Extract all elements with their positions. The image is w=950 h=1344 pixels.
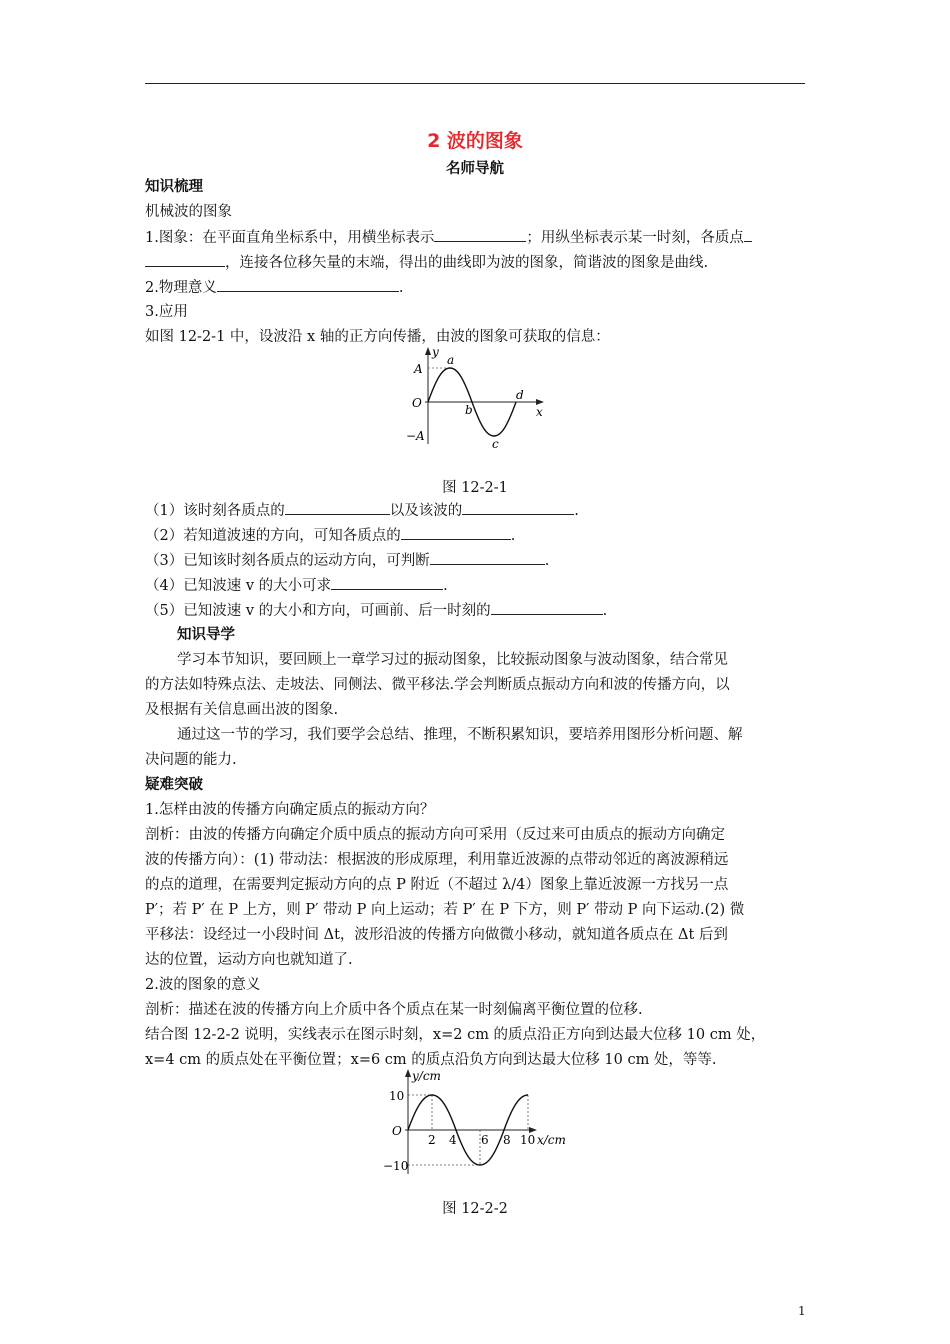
y-tick-neg10: −10 (383, 1159, 409, 1173)
point-b-label: b (465, 403, 473, 417)
y-tick-10: 10 (389, 1089, 405, 1103)
point-a-label: a (447, 353, 455, 367)
guide-line: 决问题的能力. (145, 752, 237, 768)
difficulty-line: P′；若 P′ 在 P 上方，则 P′ 带动 P 向上运动；若 P′ 在 P 下方，则 P′ 带动 P 向下运动.(2) 微 (145, 902, 745, 918)
x-tick-10: 10 (520, 1133, 536, 1147)
wave-figure-2 (375, 1066, 575, 1178)
difficulty-line: 波的传播方向）：(1) 带动法：根据波的形成原理，利用靠近波源的点带动邻近的离波源稍远 (145, 852, 729, 868)
guide-line: 的方法如特殊点法、走坡法、同侧法、微平移法.学会判断质点振动方向和波的传播方向，以 (145, 677, 730, 693)
difficulty-line: x=4 cm 的质点处在平衡位置；x=6 cm 的质点沿负方向到达最大位移 10 cm 处，等等. (145, 1052, 717, 1068)
paragraph-3: 3.应用 (145, 304, 188, 320)
x-label: x (536, 405, 543, 419)
y-label: y (432, 345, 439, 359)
header-rule (145, 83, 805, 84)
y-axis-arrow (405, 1069, 411, 1077)
fill-blank (401, 525, 511, 540)
x-label: x/cm (537, 1133, 566, 1147)
item-5: （5）已知波速 v 的大小和方向，可画前、后一时刻的 . (145, 600, 607, 621)
page-title: 2 波的图象 (427, 130, 523, 152)
figure-1-caption: 图 12-2-1 (442, 480, 508, 496)
fill-blank (462, 500, 574, 515)
difficulty-line: 剖析：描述在波的传播方向上介质中各个质点在某一时刻偏离平衡位置的位移. (145, 1002, 643, 1018)
difficulty-line: 剖析：由波的传播方向确定介质中质点的振动方向可采用（反过来可由质点的振动方向确定 (145, 827, 725, 843)
y-axis-arrow (425, 347, 431, 355)
guide-line: 通过这一节的学习，我们要学会总结、推理，不断积累知识，要培养用图形分析问题、解 (177, 727, 743, 743)
paragraph-1-cont: ，连接各位移矢量的末端，得出的曲线即为波的图象，简谐波的图象是曲线. (145, 252, 708, 273)
page-subtitle: 名师导航 (446, 161, 504, 177)
x-tick-2: 2 (428, 1133, 436, 1147)
fill-blank (491, 600, 603, 615)
item-2: （2）若知道波速的方向，可知各质点的 . (145, 525, 515, 546)
fill-blank (285, 500, 390, 515)
paragraph-1: 1.图象：在平面直角坐标系中，用横坐标表示 ；用纵坐标表示某一时刻，各质点 (145, 227, 752, 248)
fill-blank (744, 227, 752, 242)
fill-blank (217, 277, 399, 292)
x-tick-6: 6 (481, 1133, 489, 1147)
subheading: 机械波的图象 (145, 204, 232, 220)
guide-line: 及根据有关信息画出波的图象. (145, 702, 339, 718)
x-tick-8: 8 (503, 1133, 511, 1147)
origin-label: O (412, 396, 422, 410)
fill-blank (331, 575, 443, 590)
wave-figure-1 (370, 344, 555, 449)
difficulty-line: 平移法：设经过一小段时间 Δt，波形沿波的传播方向做微小移动，就知道各质点在 Δt 后到 (145, 927, 728, 943)
figure-2-caption: 图 12-2-2 (442, 1201, 508, 1217)
paragraph-4: 如图 12-2-1 中，设波沿 x 轴的正方向传播，由波的图象可获取的信息： (145, 329, 610, 345)
difficulty-line: 1.怎样由波的传播方向确定质点的振动方向？ (145, 802, 435, 818)
difficulty-line: 达的位置，运动方向也就知道了. (145, 952, 353, 968)
item-3: （3）已知该时刻各质点的运动方向，可判断 . (145, 550, 549, 571)
amplitude-label: A (414, 362, 423, 376)
fill-blank (434, 227, 526, 242)
page-number: 1 (798, 1304, 806, 1318)
fill-blank (430, 550, 545, 565)
difficulty-line: 结合图 12-2-2 说明，实线表示在图示时刻，x=2 cm 的质点沿正方向到达最大位移 10 cm 处， (145, 1027, 766, 1043)
section-heading-difficulty: 疑难突破 (145, 777, 203, 793)
point-d-label: d (516, 388, 524, 402)
fill-blank (145, 252, 225, 267)
item-1: （1）该时刻各质点的 以及该波的 . (145, 500, 579, 521)
section-heading-knowledge: 知识梳理 (145, 179, 203, 195)
guide-line: 学习本节知识，要回顾上一章学习过的振动图象，比较振动图象与波动图象，结合常见 (177, 652, 728, 668)
section-heading-guide: 知识导学 (177, 627, 235, 643)
point-c-label: c (492, 437, 499, 449)
y-label: y/cm (412, 1069, 441, 1083)
x-tick-4: 4 (449, 1133, 457, 1147)
origin-label: O (392, 1124, 402, 1138)
item-4: （4）已知波速 v 的大小可求 . (145, 575, 448, 596)
paragraph-2: 2.物理意义 . (145, 277, 403, 298)
neg-amplitude-label: −A (406, 429, 425, 443)
difficulty-line: 2.波的图象的意义 (145, 977, 261, 993)
difficulty-line: 的点的道理，在需要判定振动方向的点 P 附近（不超过 λ/4）图象上靠近波源一方找另一点 (145, 877, 729, 893)
